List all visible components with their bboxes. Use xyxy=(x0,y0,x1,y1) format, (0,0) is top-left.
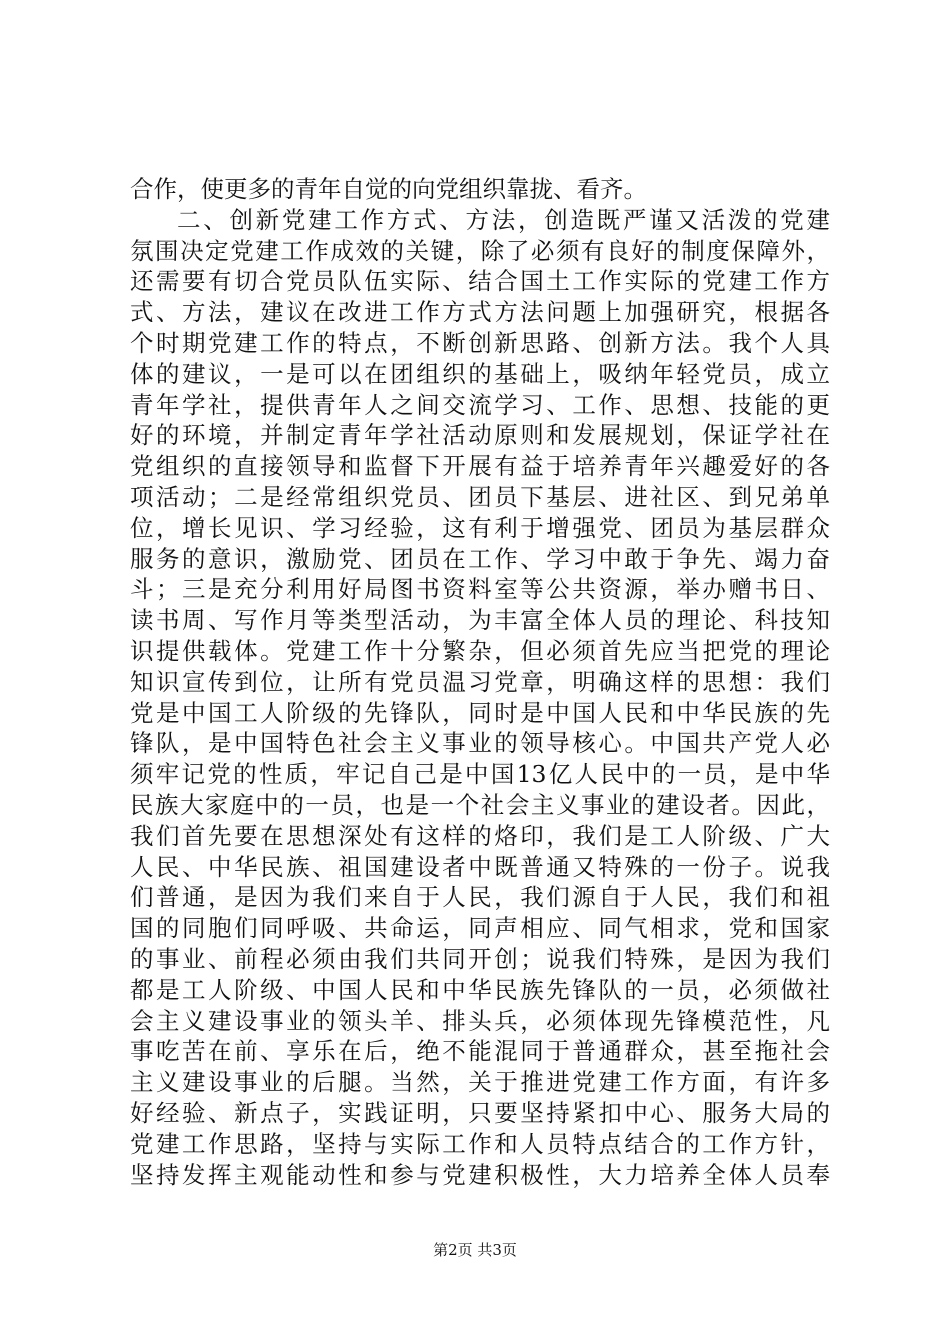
text-line: 位，增长见识、学习经验，这有利于增强党、团员为基层群众 xyxy=(130,513,830,542)
text-line: 国的同胞们同呼吸、共命运，同声相应、同气相求，党和国家 xyxy=(130,914,830,943)
text-line: 读书周、写作月等类型活动，为丰富全体人员的理论、科技知 xyxy=(130,606,830,635)
text-line: 斗；三是充分利用好局图书资料室等公共资源，举办赠书日、 xyxy=(130,575,830,604)
text-line: 党建工作思路，坚持与实际工作和人员特点结合的工作方针， xyxy=(130,1129,830,1158)
body-text xyxy=(130,174,830,1190)
text-line: 个时期党建工作的特点，不断创新思路、创新方法。我个人具 xyxy=(130,328,830,357)
text-line: 党组织的直接领导和监督下开展有益于培养青年兴趣爱好的各 xyxy=(130,452,830,481)
text-line: 们普通，是因为我们来自于人民，我们源自于人民，我们和祖 xyxy=(130,883,830,912)
text-line: 党是中国工人阶级的先锋队，同时是中国人民和中华民族的先 xyxy=(130,698,830,727)
text-line: 的事业、前程必须由我们共同开创；说我们特殊，是因为我们 xyxy=(130,944,830,973)
text-line: 事吃苦在前、享乐在后，绝不能混同于普通群众，甚至拖社会 xyxy=(130,1037,830,1066)
text-line: 青年学社，提供青年人之间交流学习、工作、思想、技能的更 xyxy=(130,390,830,419)
text-line: 项活动；二是经常组织党员、团员下基层、进社区、到兄弟单 xyxy=(130,482,830,511)
text-line: 我们首先要在思想深处有这样的烙印，我们是工人阶级、广大 xyxy=(130,821,830,850)
text-line: 坚持发挥主观能动性和参与党建积极性，大力培养全体人员奉 xyxy=(130,1160,830,1189)
text-line: 人民、中华民族、祖国建设者中既普通又特殊的一份子。说我 xyxy=(130,852,830,881)
paragraph-start-line: 二、创新党建工作方式、方法，创造既严谨又活泼的党建 xyxy=(177,205,830,234)
text-line: 合作，使更多的青年自觉的向党组织靠拢、看齐。 xyxy=(130,175,647,203)
text-line: 好经验、新点子，实践证明，只要坚持紧扣中心、服务大局的 xyxy=(130,1098,830,1127)
text-line: 会主义建设事业的领头羊、排头兵，必须体现先锋模范性，凡 xyxy=(130,1006,830,1035)
text-line: 锋队，是中国特色社会主义事业的领导核心。中国共产党人必 xyxy=(130,729,830,758)
text-line: 还需要有切合党员队伍实际、结合国土工作实际的党建工作方 xyxy=(130,267,830,296)
text-line: 主义建设事业的后腿。当然，关于推进党建工作方面，有许多 xyxy=(130,1068,830,1097)
text-line: 体的建议，一是可以在团组织的基础上，吸纳年轻党员，成立 xyxy=(130,359,830,388)
text-line: 识提供载体。党建工作十分繁杂，但必须首先应当把党的理论 xyxy=(130,636,830,665)
text-line: 须牢记党的性质，牢记自己是中国13亿人民中的一员，是中华 xyxy=(130,760,830,789)
text-line: 好的环境，并制定青年学社活动原则和发展规划，保证学社在 xyxy=(130,421,830,450)
page-number-footer: 第2页 共3页 xyxy=(433,1241,517,1259)
text-line: 都是工人阶级、中国人民和中华民族先锋队的一员，必须做社 xyxy=(130,975,830,1004)
text-line: 服务的意识，激励党、团员在工作、学习中敢于争先、竭力奋 xyxy=(130,544,830,573)
text-line: 式、方法，建议在改进工作方式方法问题上加强研究，根据各 xyxy=(130,298,830,327)
text-line: 知识宣传到位，让所有党员温习党章，明确这样的思想：我们 xyxy=(130,667,830,696)
text-line: 民族大家庭中的一员，也是一个社会主义事业的建设者。因此， xyxy=(130,790,830,819)
text-line: 氛围决定党建工作成效的关键，除了必须有良好的制度保障外， xyxy=(130,236,830,265)
